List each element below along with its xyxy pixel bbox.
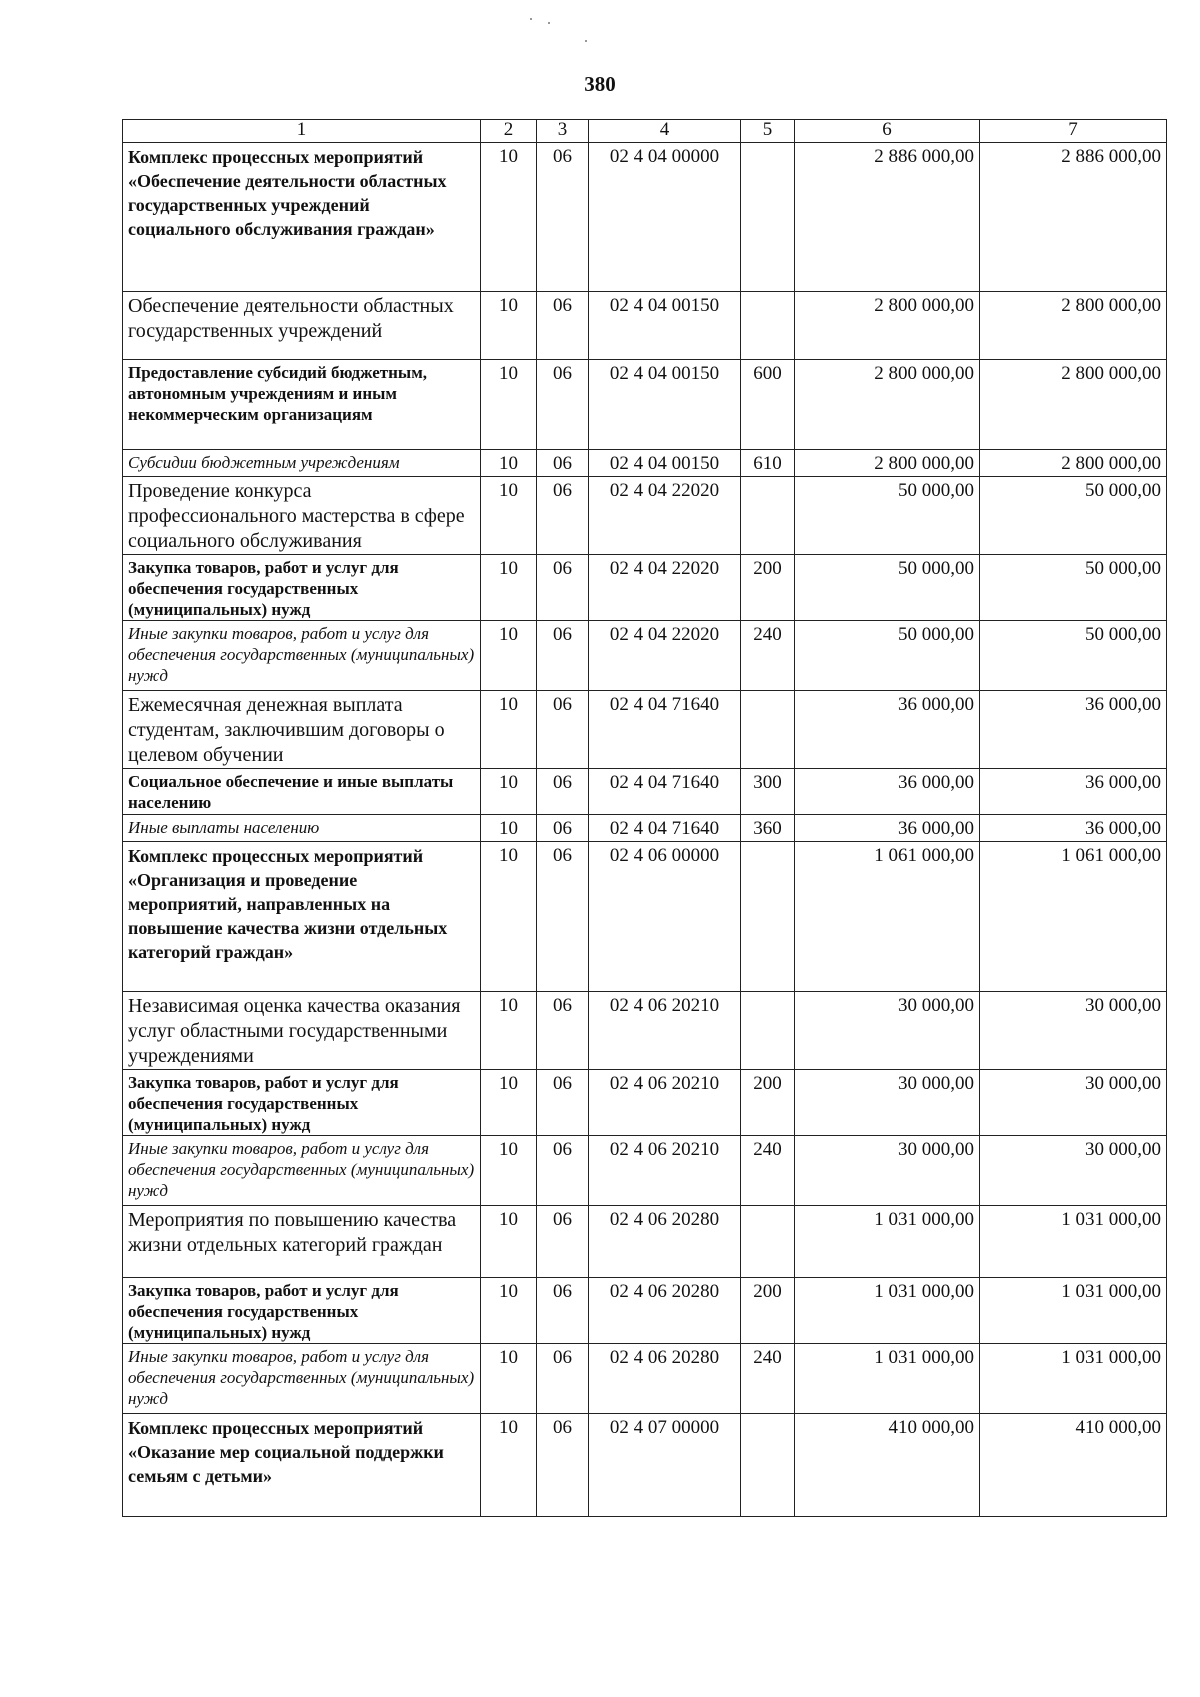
cell-amount-2: 50 000,00 [980,621,1167,691]
cell-section: 10 [481,143,537,292]
cell-subsection: 06 [537,1206,589,1278]
cell-section: 10 [481,1344,537,1414]
cell-amount-1: 30 000,00 [795,1070,980,1136]
cell-subsection: 06 [537,1136,589,1206]
scan-speck [548,22,550,24]
cell-subsection: 06 [537,621,589,691]
cell-amount-1: 50 000,00 [795,621,980,691]
table-row [123,143,1167,292]
cell-expense-type [741,292,795,360]
cell-name: Комплекс процессных мероприятий «Оказание мер социальной поддержки семьям с детьми» [123,1414,481,1517]
cell-target-article: 02 4 04 00150 [589,360,741,450]
cell-target-article: 02 4 06 20280 [589,1278,741,1344]
cell-subsection: 06 [537,477,589,555]
cell-amount-1: 2 800 000,00 [795,292,980,360]
table-row [123,769,1167,815]
cell-target-article: 02 4 04 71640 [589,691,741,769]
cell-amount-2: 36 000,00 [980,769,1167,815]
cell-name: Иные выплаты населению [123,815,481,842]
cell-name: Ежемесячная денежная выплата студентам, заключившим договоры о целевом обучении [123,691,481,769]
cell-subsection: 06 [537,1414,589,1517]
cell-target-article: 02 4 04 22020 [589,477,741,555]
cell-amount-2: 30 000,00 [980,992,1167,1070]
table-row [123,555,1167,621]
cell-section: 10 [481,477,537,555]
cell-expense-type [741,143,795,292]
table-row [123,992,1167,1070]
cell-amount-1: 30 000,00 [795,1136,980,1206]
cell-expense-type [741,477,795,555]
cell-target-article: 02 4 04 71640 [589,769,741,815]
cell-section: 10 [481,769,537,815]
cell-expense-type [741,1206,795,1278]
budget-table [122,119,1167,1517]
table-row [123,1206,1167,1278]
header-col-2: 2 [481,120,537,143]
cell-amount-2: 36 000,00 [980,815,1167,842]
cell-name: Предоставление субсидий бюджетным, автономным учреждениям и иным некоммерческим организациям [123,360,481,450]
page-number: 380 [584,72,616,96]
cell-amount-2: 36 000,00 [980,691,1167,769]
cell-section: 10 [481,621,537,691]
cell-amount-1: 1 031 000,00 [795,1206,980,1278]
cell-target-article: 02 4 04 00000 [589,143,741,292]
cell-target-article: 02 4 04 22020 [589,555,741,621]
cell-amount-2: 1 061 000,00 [980,842,1167,992]
cell-expense-type: 360 [741,815,795,842]
table-header [123,120,1167,143]
scan-speck [530,18,532,20]
header-row [123,120,1167,143]
cell-target-article: 02 4 06 20280 [589,1206,741,1278]
table-row [123,1136,1167,1206]
cell-subsection: 06 [537,360,589,450]
cell-expense-type: 600 [741,360,795,450]
cell-target-article: 02 4 04 00150 [589,450,741,477]
cell-subsection: 06 [537,292,589,360]
cell-section: 10 [481,450,537,477]
cell-expense-type: 240 [741,1344,795,1414]
cell-amount-2: 410 000,00 [980,1414,1167,1517]
cell-name: Закупка товаров, работ и услуг для обеспечения государственных (муниципальных) нужд [123,555,481,621]
cell-name: Комплекс процессных мероприятий «Организация и проведение мероприятий, направленных на повышение качества жизни отдельных категорий граждан» [123,842,481,992]
cell-name: Независимая оценка качества оказания услуг областными государственными учреждениями [123,992,481,1070]
table-row [123,477,1167,555]
cell-target-article: 02 4 06 20280 [589,1344,741,1414]
header-col-7: 7 [980,120,1167,143]
cell-subsection: 06 [537,691,589,769]
cell-amount-2: 50 000,00 [980,555,1167,621]
cell-amount-1: 2 800 000,00 [795,360,980,450]
cell-subsection: 06 [537,1070,589,1136]
cell-subsection: 06 [537,143,589,292]
cell-expense-type: 200 [741,1070,795,1136]
table-row [123,1070,1167,1136]
cell-amount-2: 50 000,00 [980,477,1167,555]
cell-amount-2: 1 031 000,00 [980,1278,1167,1344]
cell-amount-2: 30 000,00 [980,1136,1167,1206]
cell-subsection: 06 [537,555,589,621]
cell-amount-2: 2 886 000,00 [980,143,1167,292]
cell-subsection: 06 [537,450,589,477]
table-row [123,1344,1167,1414]
header-col-3: 3 [537,120,589,143]
cell-name: Проведение конкурса профессионального мастерства в сфере социального обслуживания [123,477,481,555]
cell-expense-type: 300 [741,769,795,815]
cell-name: Субсидии бюджетным учреждениям [123,450,481,477]
scan-speck [585,40,587,42]
table-row [123,691,1167,769]
cell-amount-1: 50 000,00 [795,555,980,621]
cell-expense-type [741,1414,795,1517]
cell-amount-2: 30 000,00 [980,1070,1167,1136]
cell-expense-type: 240 [741,1136,795,1206]
cell-section: 10 [481,992,537,1070]
cell-amount-1: 36 000,00 [795,815,980,842]
cell-amount-2: 1 031 000,00 [980,1344,1167,1414]
cell-section: 10 [481,815,537,842]
table-body [123,143,1167,1517]
cell-expense-type: 240 [741,621,795,691]
cell-target-article: 02 4 06 20210 [589,1136,741,1206]
table-row [123,292,1167,360]
cell-section: 10 [481,292,537,360]
cell-subsection: 06 [537,992,589,1070]
cell-expense-type: 200 [741,555,795,621]
table-row [123,360,1167,450]
header-col-1: 1 [123,120,481,143]
header-col-4: 4 [589,120,741,143]
header-col-6: 6 [795,120,980,143]
cell-amount-1: 1 061 000,00 [795,842,980,992]
cell-expense-type: 610 [741,450,795,477]
table-row [123,815,1167,842]
cell-amount-2: 1 031 000,00 [980,1206,1167,1278]
cell-section: 10 [481,555,537,621]
cell-amount-1: 30 000,00 [795,992,980,1070]
cell-name: Закупка товаров, работ и услуг для обеспечения государственных (муниципальных) нужд [123,1278,481,1344]
cell-subsection: 06 [537,769,589,815]
cell-subsection: 06 [537,1278,589,1344]
cell-name: Иные закупки товаров, работ и услуг для обеспечения государственных (муниципальных) нужд [123,621,481,691]
cell-target-article: 02 4 04 00150 [589,292,741,360]
cell-section: 10 [481,1414,537,1517]
cell-amount-1: 36 000,00 [795,691,980,769]
table-row [123,621,1167,691]
cell-section: 10 [481,842,537,992]
header-col-5: 5 [741,120,795,143]
cell-amount-1: 1 031 000,00 [795,1278,980,1344]
cell-name: Социальное обеспечение и иные выплаты населению [123,769,481,815]
cell-amount-1: 36 000,00 [795,769,980,815]
cell-section: 10 [481,1070,537,1136]
cell-target-article: 02 4 04 22020 [589,621,741,691]
cell-target-article: 02 4 06 00000 [589,842,741,992]
cell-name: Иные закупки товаров, работ и услуг для обеспечения государственных (муниципальных) нужд [123,1344,481,1414]
cell-amount-1: 410 000,00 [795,1414,980,1517]
cell-section: 10 [481,1206,537,1278]
cell-target-article: 02 4 06 20210 [589,992,741,1070]
cell-amount-1: 2 886 000,00 [795,143,980,292]
cell-section: 10 [481,360,537,450]
cell-expense-type [741,992,795,1070]
cell-subsection: 06 [537,842,589,992]
cell-name: Иные закупки товаров, работ и услуг для обеспечения государственных (муниципальных) нужд [123,1136,481,1206]
cell-amount-1: 2 800 000,00 [795,450,980,477]
cell-amount-2: 2 800 000,00 [980,360,1167,450]
cell-amount-2: 2 800 000,00 [980,292,1167,360]
cell-target-article: 02 4 07 00000 [589,1414,741,1517]
cell-name: Закупка товаров, работ и услуг для обеспечения государственных (муниципальных) нужд [123,1070,481,1136]
cell-amount-1: 50 000,00 [795,477,980,555]
cell-section: 10 [481,1136,537,1206]
cell-expense-type: 200 [741,1278,795,1344]
cell-section: 10 [481,1278,537,1344]
cell-target-article: 02 4 06 20210 [589,1070,741,1136]
cell-name: Мероприятия по повышению качества жизни отдельных категорий граждан [123,1206,481,1278]
cell-name: Комплекс процессных мероприятий «Обеспечение деятельности областных государственных учреждений социального обслуживания граждан» [123,143,481,292]
cell-expense-type [741,691,795,769]
table-row [123,1278,1167,1344]
table-row [123,1414,1167,1517]
cell-amount-1: 1 031 000,00 [795,1344,980,1414]
table-row [123,842,1167,992]
cell-subsection: 06 [537,815,589,842]
cell-target-article: 02 4 04 71640 [589,815,741,842]
cell-subsection: 06 [537,1344,589,1414]
table-row [123,450,1167,477]
cell-section: 10 [481,691,537,769]
cell-name: Обеспечение деятельности областных государственных учреждений [123,292,481,360]
cell-amount-2: 2 800 000,00 [980,450,1167,477]
cell-expense-type [741,842,795,992]
